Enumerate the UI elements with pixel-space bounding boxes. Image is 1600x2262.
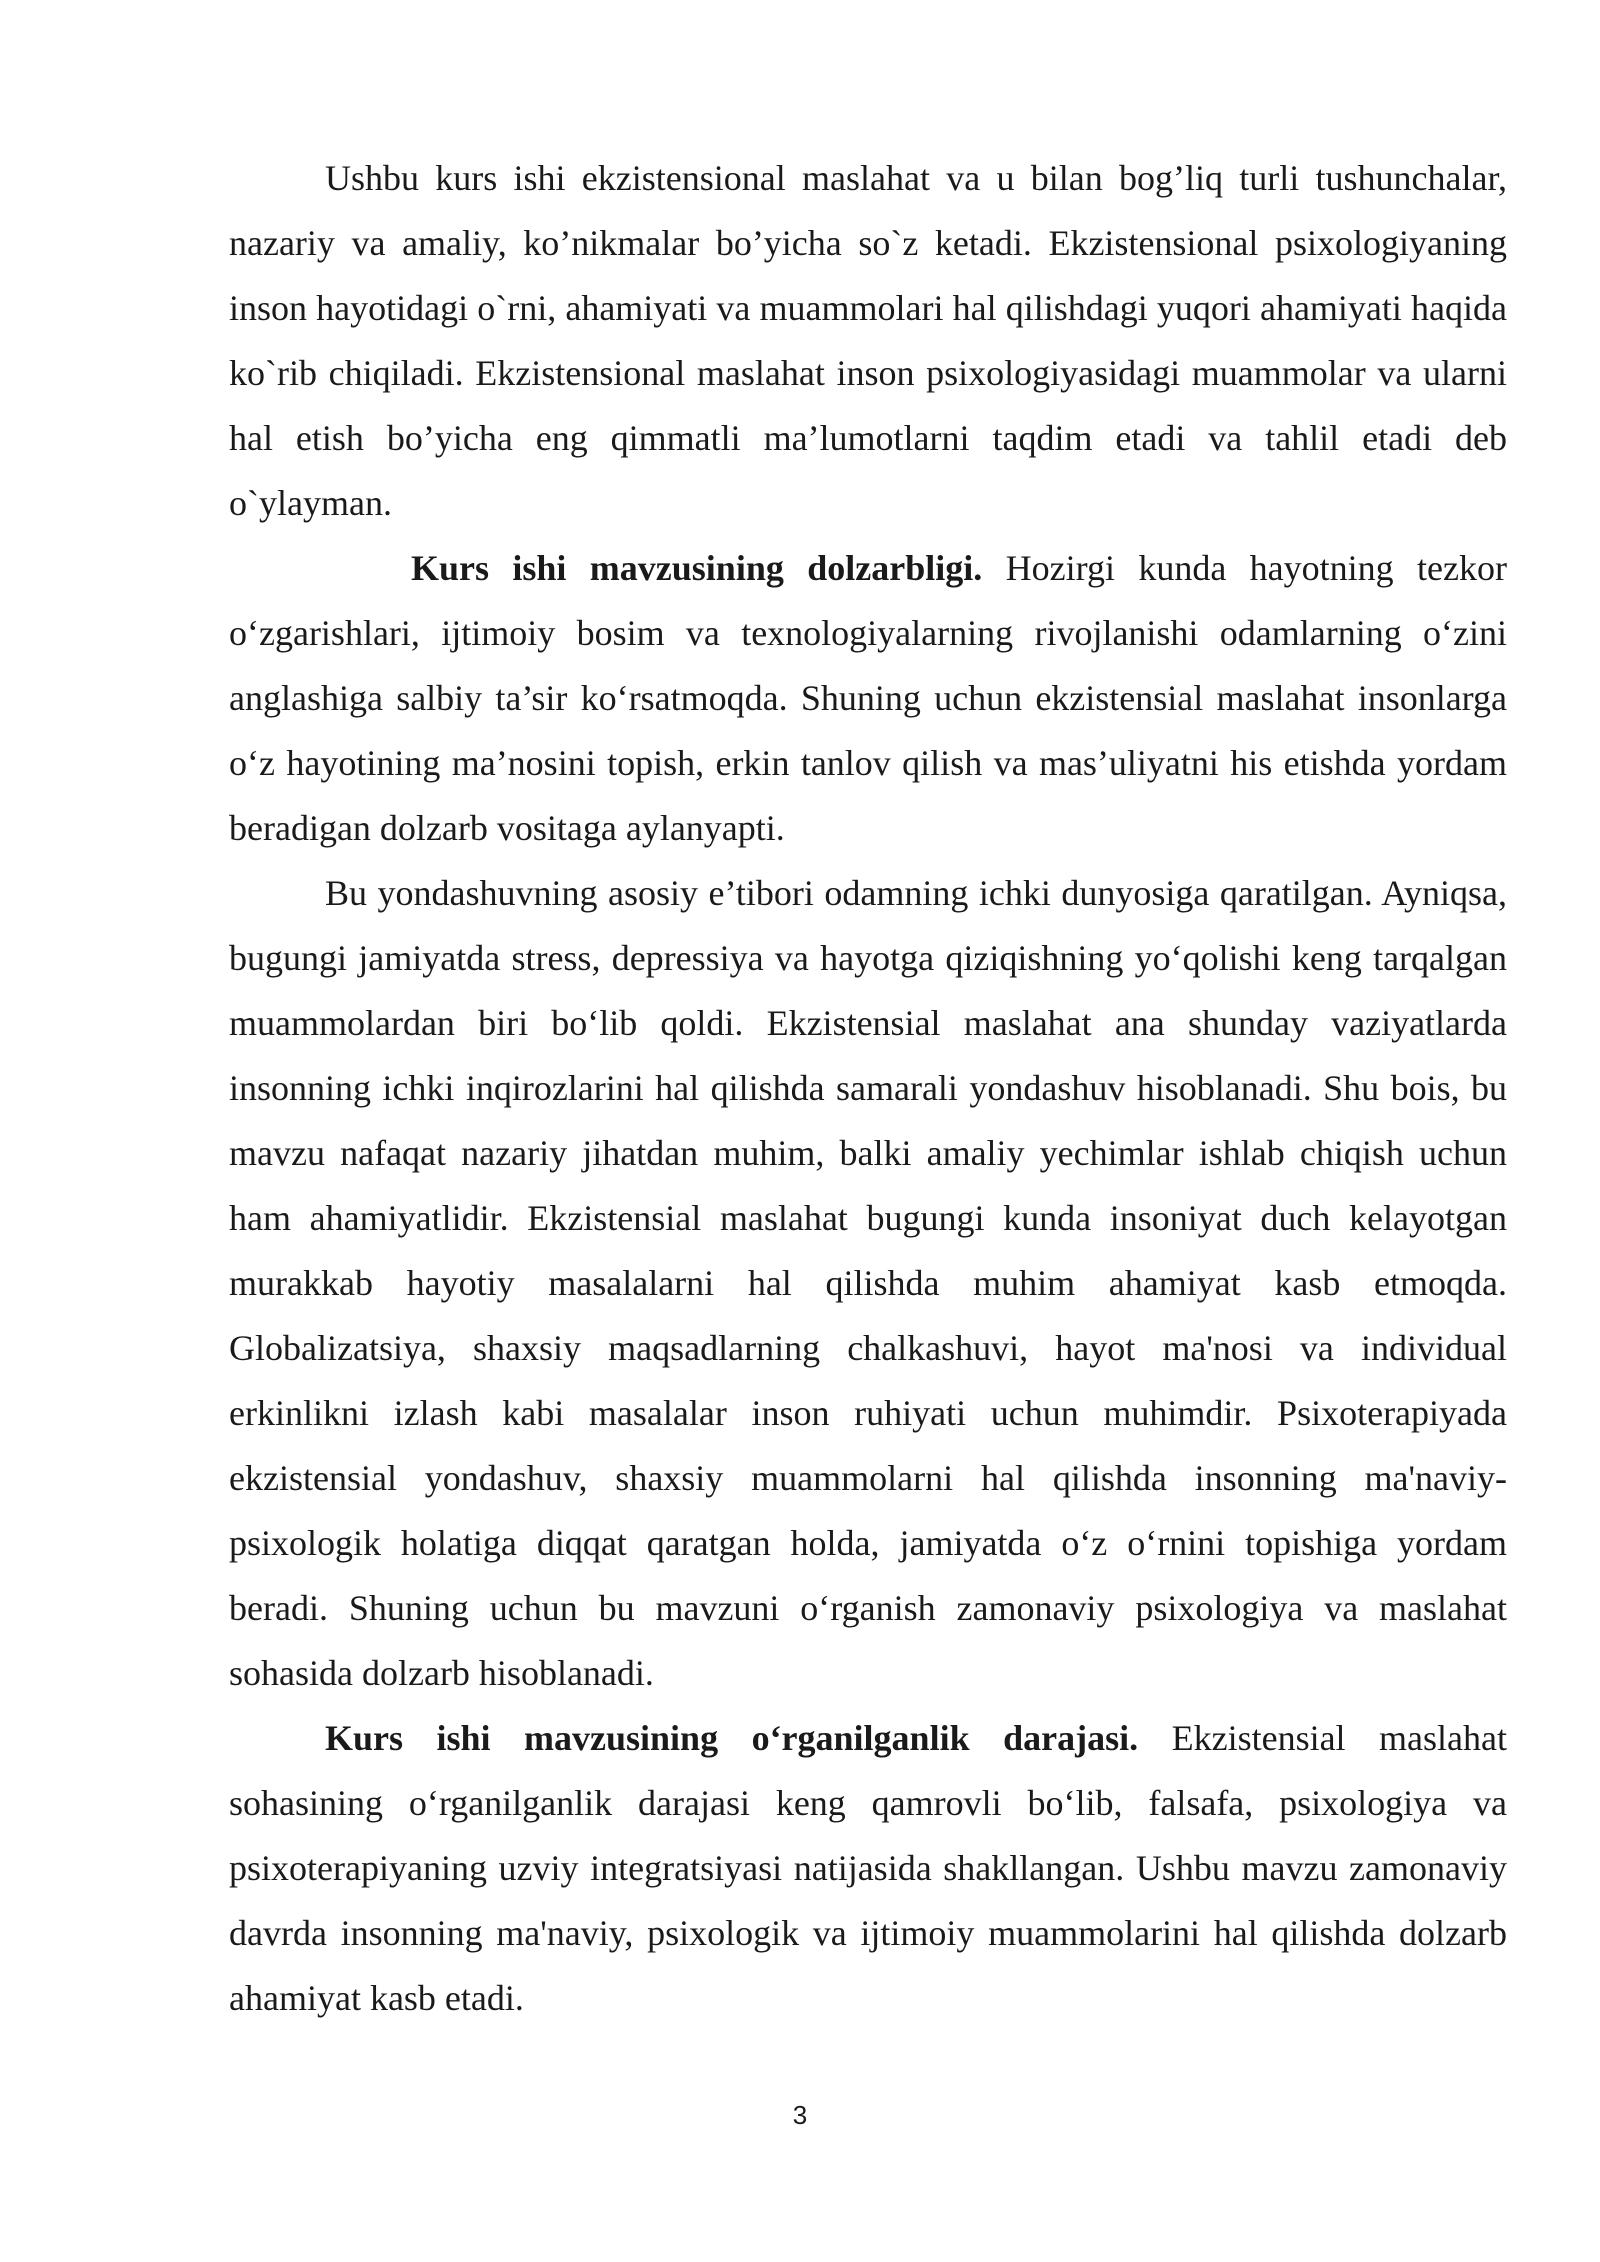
section-heading-relevance: Kurs ishi mavzusining dolzarbligi. [411,548,983,588]
paragraph-intro [229,146,1507,536]
paragraph-text: Ekzistensial maslahat sohasining o‘rganilganlik darajasi keng qamrovli bo‘lib, falsafa, psixologiya va psixoterapiyaning uzviy integratsiyasi natijasida shakllangan. Ushbu mavzu zamonaviy davrda insonning ma'naviy, psixologik va ijtimoiy muammolarini hal qilishda dolzarb ahamiyat kasb etadi. [229,1718,1507,2018]
paragraph-text: Ushbu kurs ishi ekzistensional maslahat va u bilan bog’liq turli tushunchalar, nazariy va amaliy, ko’nikmalar bo’yicha so`z ketadi. Ekzistensional psixologiyaning inson hayotidagi o`rni, ahamiyati va muammolari hal qilishdagi yuqori ahamiyati haqida ko`rib chiqiladi. Ekzistensional maslahat inson psixologiyasidagi muammolar va ularni hal etish bo’yicha eng qimmatli ma’lumotlarni taqdim etadi va tahlil etadi deb o`ylayman. [229,158,1507,523]
page-number: 3 [792,2100,808,2130]
paragraph-approach [229,861,1507,1706]
paragraph-text: Hozirgi kunda hayotning tezkor o‘zgarishlari, ijtimoiy bosim va texnologiyalarning rivojlanishi odamlarning o‘zini anglashiga salbiy ta’sir ko‘rsatmoqda. Shuning uchun ekzistensial maslahat insonlarga o‘z hayotining ma’nosini topish, erkin tanlov qilish va mas’uliyatni his etishda yordam beradigan dolzarb vositaga aylanyapti. [229,548,1507,848]
paragraph-text: Bu yondashuvning asosiy e’tibori odamning ichki dunyosiga qaratilgan. Ayniqsa, bugungi jamiyatda stress, depressiya va hayotga qiziqishning yo‘qolishi keng tarqalgan muammolardan biri bo‘lib qoldi. Ekzistensial maslahat ana shunday vaziyatlarda insonning ichki inqirozlarini hal qilishda samarali yondashuv hisoblanadi. Shu bois, bu mavzu nafaqat nazariy jihatdan muhim, balki amaliy yechimlar ishlab chiqish uchun ham ahamiyatlidir. Ekzistensial maslahat bugungi kunda insoniyat duch kelayotgan murakkab hayotiy masalalarni hal qilishda muhim ahamiyat kasb etmoqda. Globalizatsiya, shaxsiy maqsadlarning chalkashuvi, hayot ma'nosi va individual erkinlikni izlash kabi masalalar inson ruhiyati uchun muhimdir. Psixoterapiyada ekzistensial yondashuv, shaxsiy muammolarni hal qilishda insonning ma'naviy-psixologik holatiga diqqat qaratgan holda, jamiyatda o‘z o‘rnini topishiga yordam beradi. Shuning uchun bu mavzuni o‘rganish zamonaviy psixologiya va maslahat sohasida dolzarb hisoblanadi. [229,873,1507,1693]
paragraph-relevance [229,536,1507,861]
page-body [229,146,1507,2031]
section-heading-study-level: Kurs ishi mavzusining o‘rganilganlik darajasi. [325,1718,1139,1758]
paragraph-study-level [229,1706,1507,2031]
